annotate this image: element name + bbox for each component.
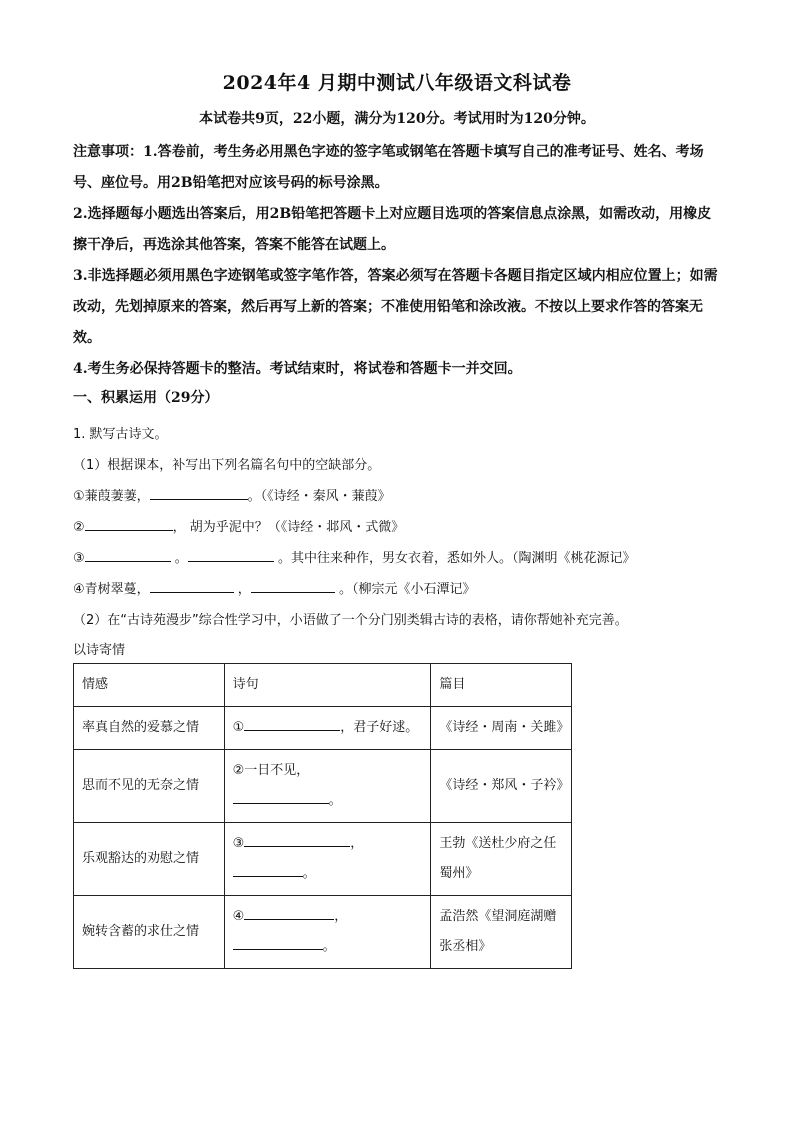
recite-item-2-suffix: ， 胡为乎泥中？（《诗经・邶风・式微》	[172, 520, 405, 535]
question-1-part-2: （2）在“古诗苑漫步”综合性学习中，小语做了一个分门别类辑古诗的表格，请你帮她补充完善。	[73, 613, 628, 628]
recite-item-1-prefix: ①蒹葭萋萋，	[73, 489, 150, 504]
recite-item-4-prefix: ④青树翠蔓，	[73, 582, 150, 597]
verse-text: ，君子好逑。	[340, 720, 419, 735]
poem-table	[73, 663, 572, 969]
recite-item-3-prefix: ③	[73, 551, 85, 566]
table-caption: 以诗寄情	[73, 643, 126, 658]
recite-item-4-mid: ，	[237, 582, 251, 597]
answer-blank[interactable]	[244, 832, 350, 847]
recite-item-1	[73, 485, 391, 504]
recite-item-3-suffix: 。其中往来种作，男女衣着，悉如外人。（陶渊明《桃花源记》	[277, 551, 636, 566]
emotion-cell: 率真自然的爱慕之情	[74, 707, 225, 750]
verse-cell	[224, 707, 431, 750]
verse-label: ③	[232, 836, 245, 851]
verse-text: ②一日不见，	[232, 763, 310, 778]
source-cell: 王勃《送杜少府之任蜀州》	[431, 823, 572, 896]
header-source: 篇目	[431, 664, 572, 707]
verse-text: 。	[322, 939, 336, 954]
verse-text: ，	[334, 909, 348, 924]
table-row	[74, 707, 572, 750]
source-cell: 《诗经・郑风・子衿》	[431, 750, 572, 823]
emotion-cell: 乐观豁达的劝慰之情	[74, 823, 225, 896]
note-4: 4.考生务必保持答题卡的整洁。考试结束时，将试卷和答题卡一并交回。	[73, 361, 522, 377]
answer-blank[interactable]	[244, 716, 340, 731]
recite-item-2-prefix: ②	[73, 520, 85, 535]
header-verse: 诗句	[224, 664, 431, 707]
table-row	[74, 750, 572, 823]
answer-blank[interactable]	[150, 578, 234, 593]
verse-cell	[224, 896, 431, 969]
recite-item-2	[73, 516, 404, 535]
recite-item-3	[73, 547, 635, 566]
header-emotion: 情感	[74, 664, 225, 707]
verse-cell	[224, 750, 431, 823]
answer-blank[interactable]	[233, 789, 329, 804]
table-row	[74, 823, 572, 896]
verse-text: ，	[350, 836, 364, 851]
question-1-title: 1. 默写古诗文。	[73, 427, 168, 442]
note-1: 注意事项：1.答卷前，考生务必用黑色字迹的签字笔或钢笔在答题卡填写自己的准考证号、姓名、考场号、座位号。用2B铅笔把对应该号码的标号涂黑。	[73, 144, 704, 191]
note-3: 3.非选择题必须用黑色字迹钢笔或签字笔作答，答案必须写在答题卡各题目指定区域内相应位置上；如需改动，先划掉原来的答案，然后再写上新的答案；不准使用铅笔和涂改液。不按以上要求作答的答案无效。	[73, 268, 718, 346]
answer-blank[interactable]	[150, 485, 248, 500]
recite-item-1-suffix: 。（《诗经・秦风・蒹葭》	[247, 489, 391, 504]
verse-cell	[224, 823, 431, 896]
table-row	[74, 896, 572, 969]
exam-subtitle: 本试卷共9页，22小题，满分为120分。考试用时为120分钟。	[199, 111, 595, 127]
question-1-part-1: （1）根据课本，补写出下列名篇名句中的空缺部分。	[73, 458, 381, 473]
verse-text: 。	[328, 793, 342, 808]
answer-blank[interactable]	[233, 935, 323, 950]
answer-blank[interactable]	[251, 578, 335, 593]
table-header-row	[74, 664, 572, 707]
note-2: 2.选择题每小题选出答案后，用2B铅笔把答题卡上对应题目选项的答案信息点涂黑，如需改动，用橡皮擦干净后，再选涂其他答案，答案不能答在试题上。	[73, 206, 712, 253]
section-heading: 一、积累运用（29分）	[73, 390, 219, 406]
verse-text: 。	[302, 866, 316, 881]
recite-item-4-suffix: 。（柳宗元《小石潭记》	[338, 582, 476, 597]
emotion-cell: 婉转含蓄的求仕之情	[74, 896, 225, 969]
verse-label: ①	[232, 720, 245, 735]
answer-blank[interactable]	[233, 862, 303, 877]
source-cell: 《诗经・周南・关雎》	[431, 707, 572, 750]
verse-label: ④	[232, 909, 245, 924]
source-cell: 孟浩然《望洞庭湖赠张丞相》	[431, 896, 572, 969]
exam-title: 2024年4 月期中测试八年级语文科试卷	[222, 72, 572, 94]
answer-blank[interactable]	[85, 516, 173, 531]
recite-item-3-mid: 。	[174, 551, 188, 566]
answer-blank[interactable]	[244, 905, 334, 920]
exam-notes	[73, 137, 721, 385]
answer-blank[interactable]	[85, 547, 171, 562]
recite-item-4	[73, 578, 475, 597]
answer-blank[interactable]	[188, 547, 274, 562]
emotion-cell: 思而不见的无奈之情	[74, 750, 225, 823]
